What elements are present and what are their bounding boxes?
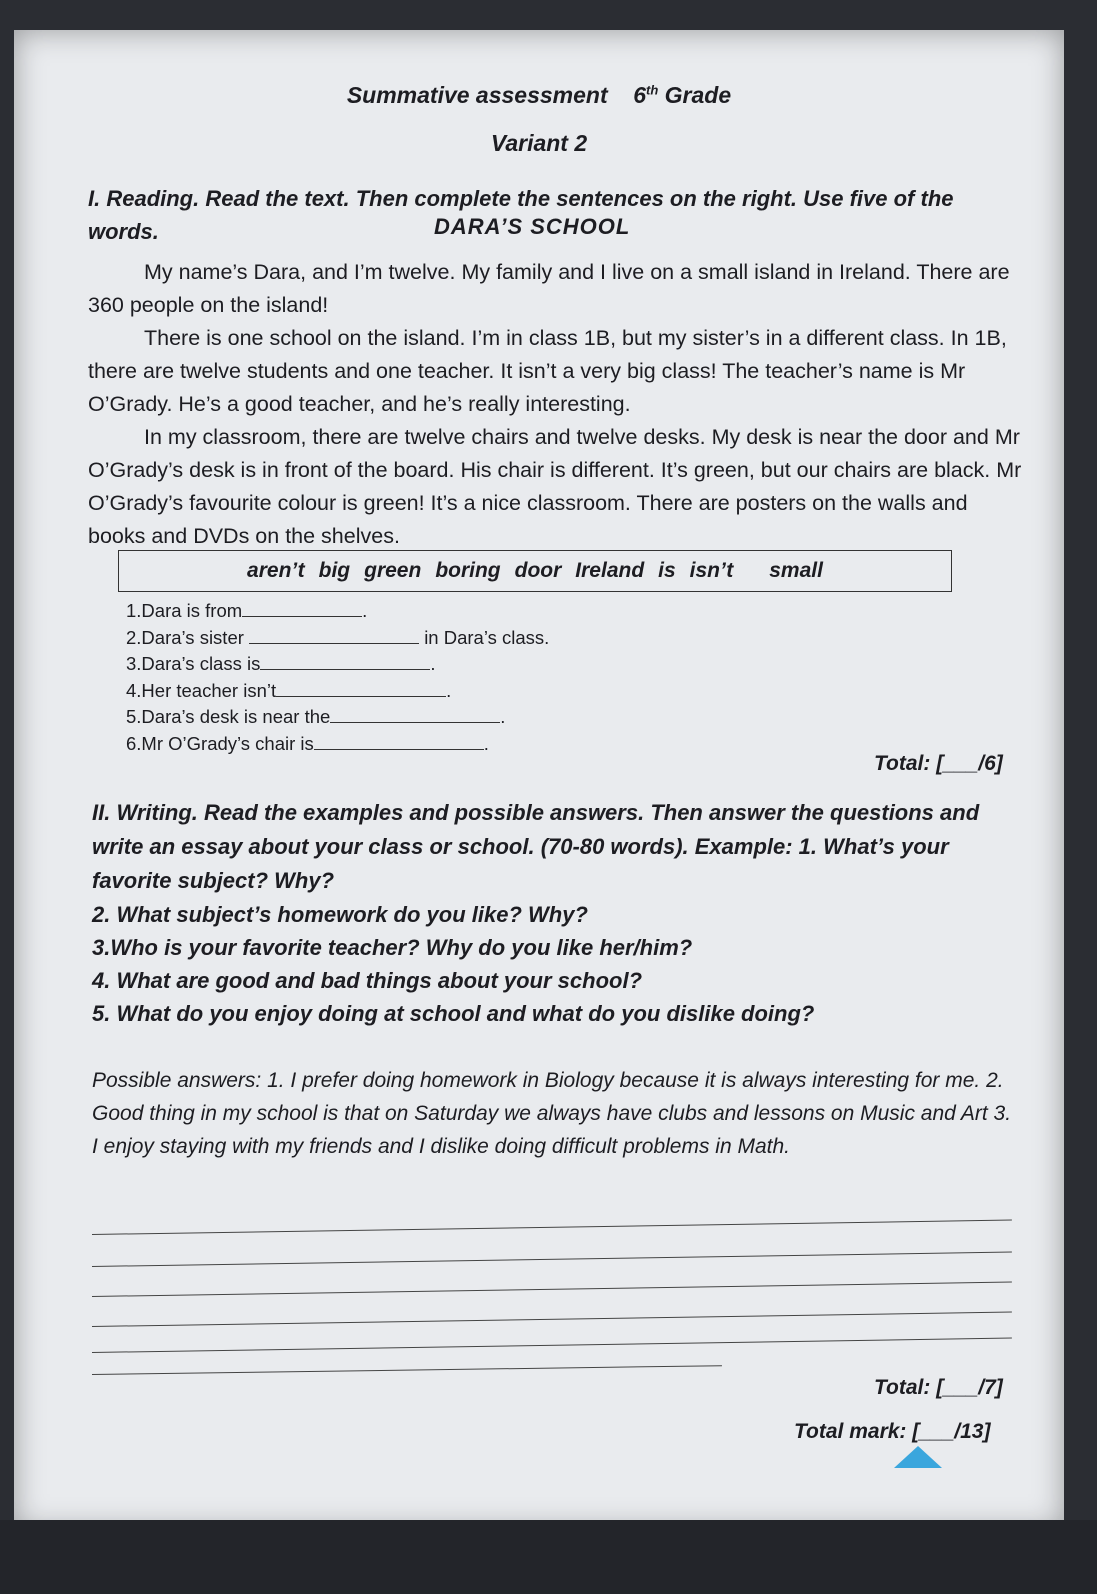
sentence-start: 4.Her teacher isn’t [126, 679, 277, 701]
word-bank-item: door [514, 559, 562, 582]
sentence-item [126, 704, 549, 731]
sentence-item [126, 651, 549, 678]
writing-task-instructions: II. Writing. Read the examples and possible answers. Then answer the questions and write an essay about your class or school. (70-80 words). Example: 1. What’s your favorite subject? Why? [92, 800, 980, 893]
word-bank-item: big [318, 559, 351, 582]
question-item: 3.Who is your favorite teacher? Why do you like her/him? [92, 935, 693, 960]
word-bank-item: boring [435, 559, 501, 582]
sentence-end: . [500, 706, 506, 727]
paragraph: There is one school on the island. I’m in class 1B, but my sister’s in a different class. In 1B, there are twelve students and one teacher. It isn’t a very big class! The teacher’s name is Mr O’Grady. He’s a good teacher, and he’s really interesting. [88, 326, 1007, 416]
writing-line[interactable] [92, 1365, 722, 1375]
paragraph: In my classroom, there are twelve chairs and twelve desks. My desk is near the door and Mr O’Grady’s desk is in front of the board. His chair is different. It’s green, but our chairs are black. Mr O’Grady’s favourite colour is green! It’s a nice classroom. There are posters on the walls and books and DVDs on the shelves. [88, 425, 1022, 548]
sentence-item [126, 625, 549, 652]
sentence-start: 1.Dara is from [126, 600, 243, 621]
sentence-item [126, 598, 549, 625]
writing-line[interactable] [92, 1338, 1012, 1353]
sentence-item [126, 731, 549, 758]
question-item: 2. What subject’s homework do you like? Why? [92, 902, 588, 927]
answer-blank[interactable] [249, 627, 419, 644]
sentence-start: 2.Dara’s sister [126, 626, 244, 648]
writing-line[interactable] [92, 1220, 1012, 1235]
background-shadow [0, 1520, 1097, 1594]
answer-blank[interactable] [260, 653, 430, 670]
word-bank-item: aren’t [247, 559, 305, 582]
answer-blank[interactable] [276, 680, 446, 697]
writing-line[interactable] [92, 1252, 1012, 1267]
question-item: 4. What are good and bad things about your school? [92, 968, 643, 993]
answer-blank[interactable] [242, 600, 362, 617]
word-bank-item: small [769, 559, 823, 582]
reading-text [88, 256, 1028, 553]
paragraph: My name’s Dara, and I’m twelve. My family and I live on a small island in Ireland. There are 360 people on the island! [88, 260, 1010, 317]
screen-overlay-marker [894, 1446, 942, 1468]
possible-answers: Possible answers: 1. I prefer doing homework in Biology because it is always interesting for me. 2. Good thing in my school is that on Saturday we always have clubs and lessons on Music and Art 3. I enjoy staying with my friends and I dislike doing difficult problems in Math. [92, 1069, 1012, 1158]
word-bank-item: is [658, 559, 676, 582]
writing-line[interactable] [92, 1312, 1012, 1327]
title-text: Summative assessment [346, 82, 608, 108]
sentence-end: . [362, 600, 368, 621]
word-bank-item: green [364, 559, 422, 582]
writing-total: Total: [___/7] [874, 1376, 1003, 1399]
reading-total: Total: [___/6] [874, 752, 1003, 775]
sentence-start: 6.Mr O’Grady’s chair is [126, 732, 314, 754]
question-item: 5. What do you enjoy doing at school and what do you dislike doing? [92, 1001, 815, 1026]
grade-suffix: th [646, 82, 659, 98]
answer-blank[interactable] [314, 733, 484, 750]
sentence-start: 3.Dara’s class is [126, 653, 261, 674]
word-bank-item: Ireland [575, 559, 645, 582]
grade-word: Grade [664, 82, 732, 108]
sentence-completion-list [126, 598, 549, 757]
worksheet-page [14, 30, 1064, 1530]
word-bank-item: isn’t [689, 559, 734, 582]
sentence-item [126, 678, 549, 705]
sentence-end: . [430, 653, 436, 674]
reading-task-instructions: I. Reading. Read the text. Then complete the sentences on the right. Use five of the words. [88, 186, 954, 244]
sentence-end: . [446, 679, 452, 701]
word-bank-box [118, 550, 952, 592]
total-mark: Total mark: [___/13] [794, 1420, 991, 1443]
writing-questions [92, 898, 814, 1030]
writing-line[interactable] [92, 1282, 1012, 1297]
sentence-end: in Dara’s class. [424, 626, 550, 648]
page-title [14, 82, 1064, 109]
story-title: DARA’S SCHOOL [434, 214, 631, 239]
sentence-start: 5.Dara’s desk is near the [126, 706, 331, 727]
answer-blank[interactable] [330, 706, 500, 723]
variant-label: Variant 2 [490, 130, 588, 156]
grade-number: 6 [633, 82, 646, 108]
sentence-end: . [483, 732, 489, 754]
